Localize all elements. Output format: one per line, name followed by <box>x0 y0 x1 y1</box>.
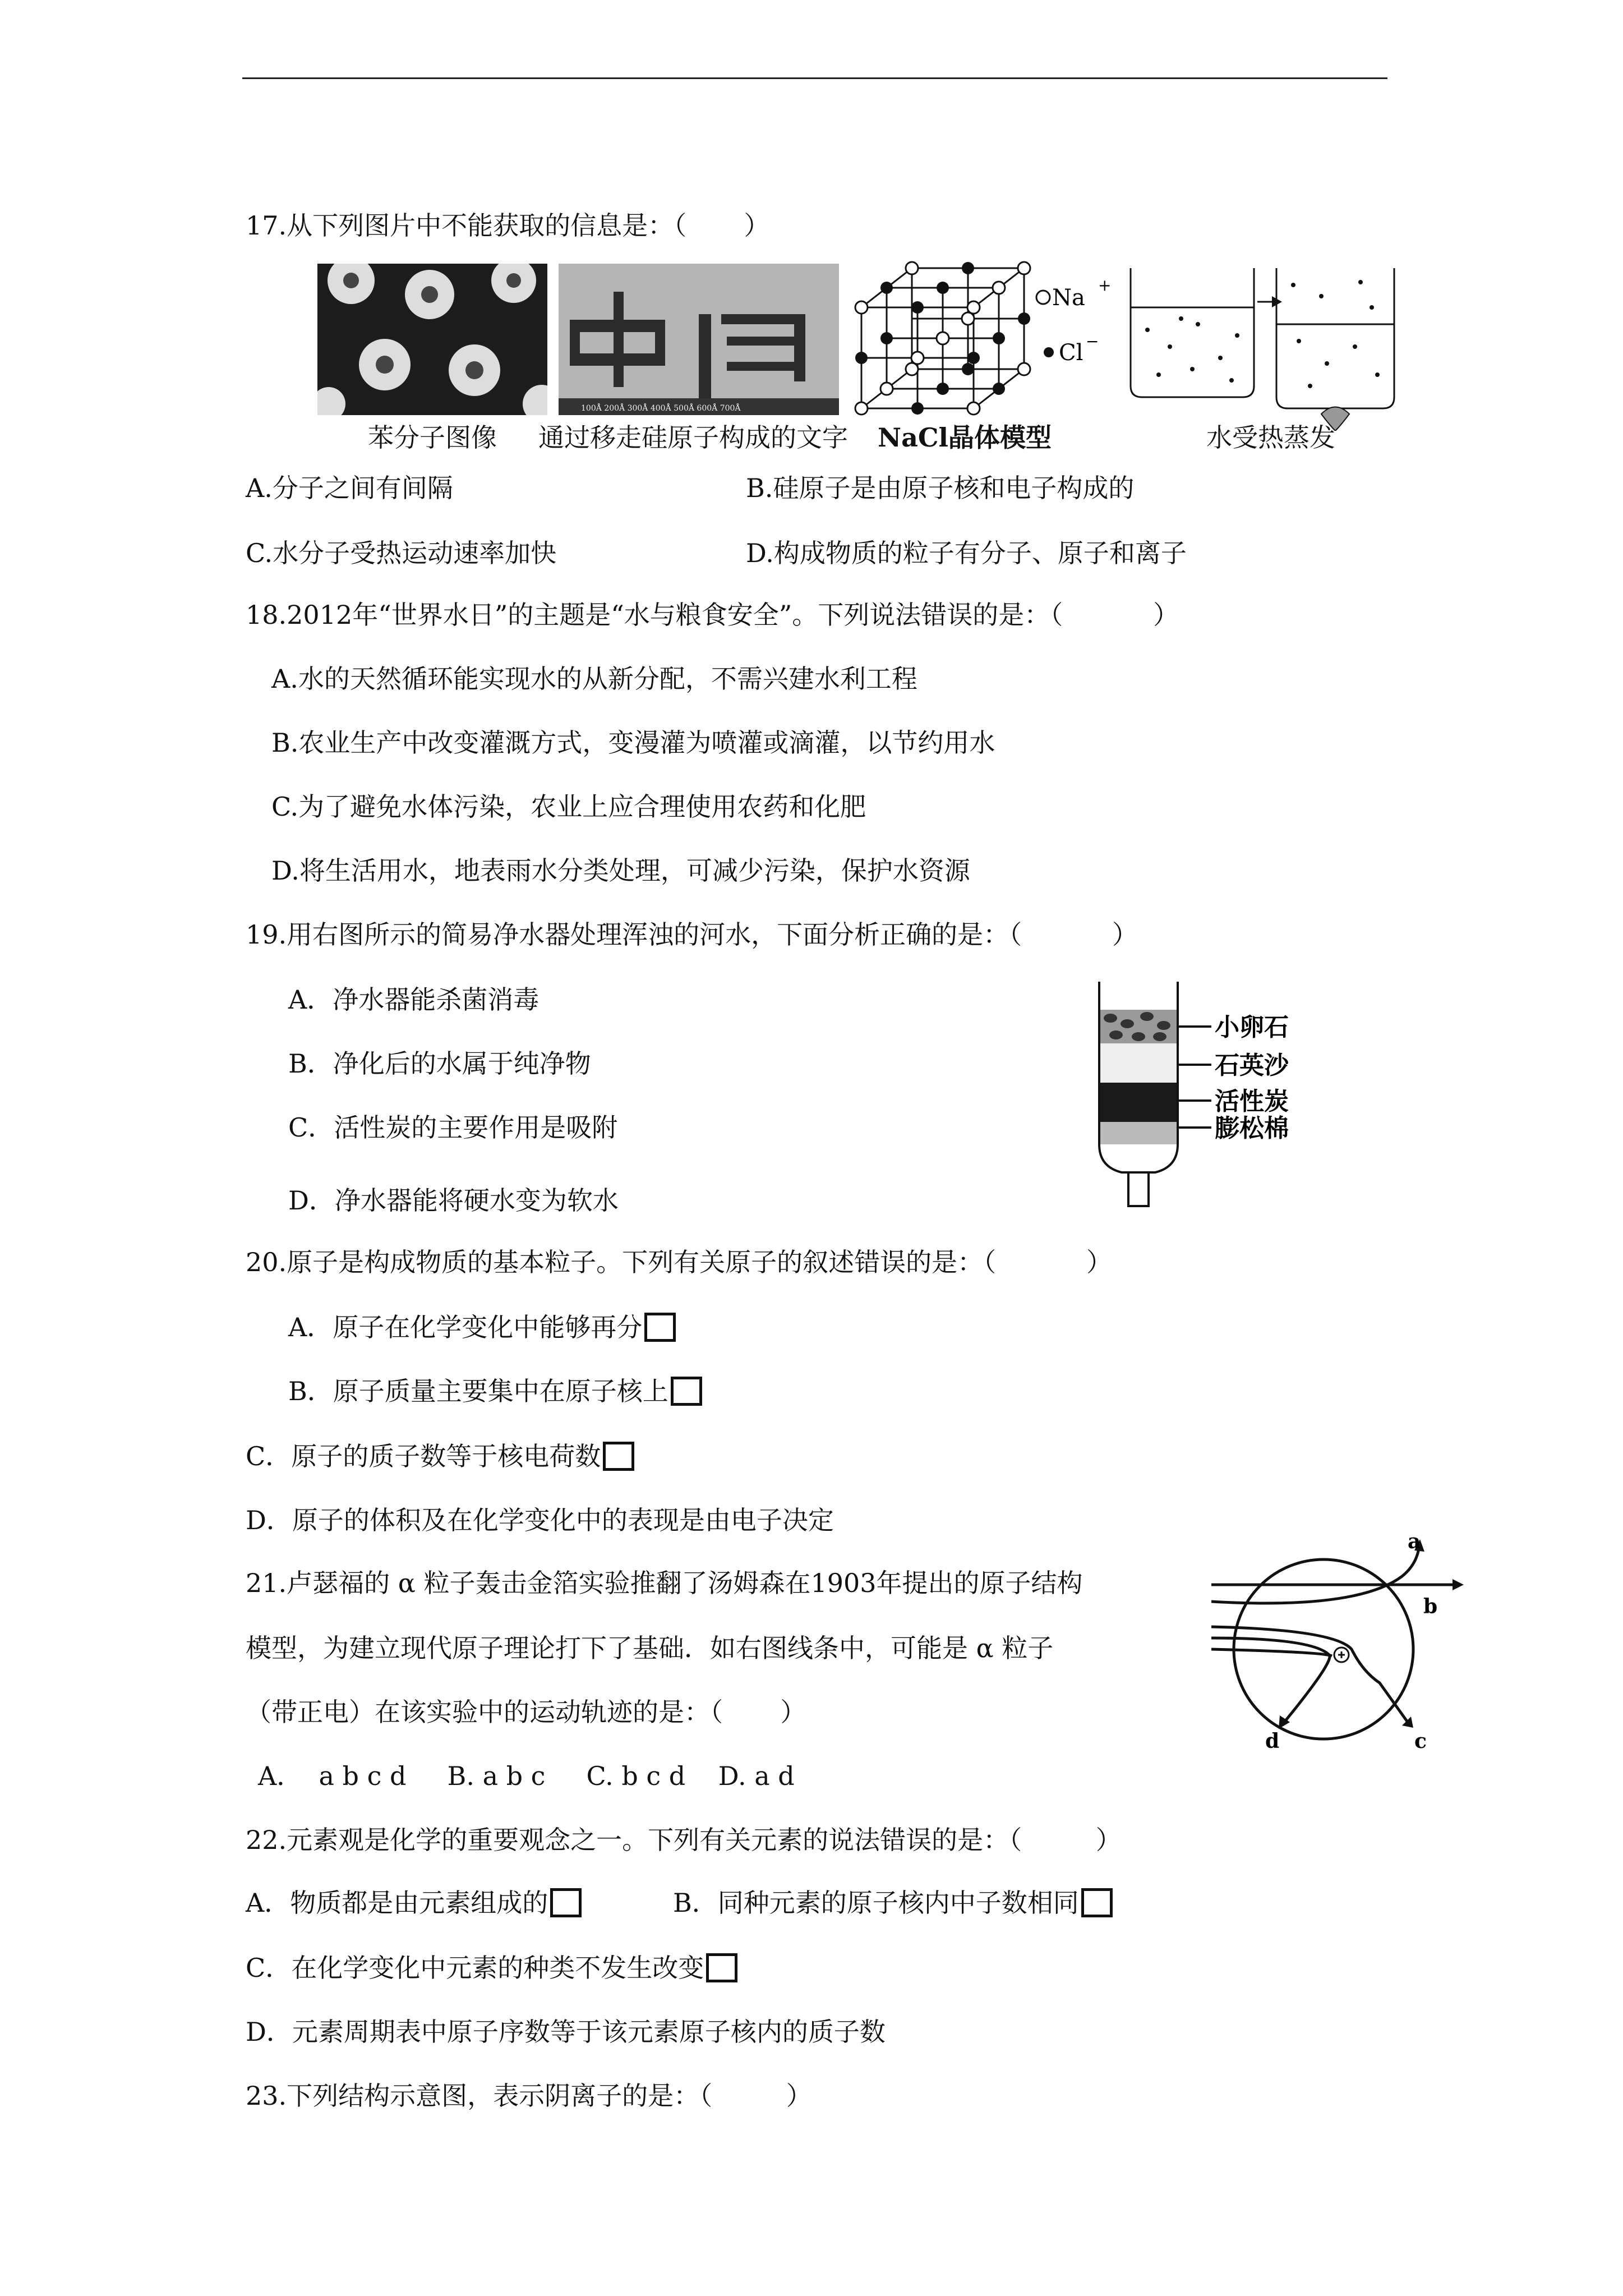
q20-option-a-row <box>288 1310 676 1344</box>
filter-label-carbon: 活性炭 <box>1215 1087 1289 1116</box>
header-rule <box>242 77 1387 79</box>
q19-option-b: B．净化后的水属于纯净物 <box>288 1048 591 1079</box>
q21-line3: （带正电）在该实验中的运动轨迹的是：（ ） <box>246 1697 806 1727</box>
answer-box <box>1081 1888 1113 1917</box>
q18-option-d: D.将生活用水，地表雨水分类处理，可减少污染，保护水资源 <box>271 855 970 886</box>
alpha-scattering-diagram <box>1211 1537 1469 1764</box>
caption-benzene: 苯分子图像 <box>368 422 497 453</box>
filter-label-cotton: 膨松棉 <box>1215 1114 1289 1143</box>
q20-option-c: C．原子的质子数等于核电荷数 <box>246 1441 601 1471</box>
q22-option-a-row <box>246 1886 582 1920</box>
answer-box <box>603 1442 634 1471</box>
water-filter-diagram <box>1094 976 1318 1236</box>
path-label-b: b <box>1423 1595 1438 1618</box>
nacl-crystal-model <box>850 257 1114 422</box>
path-label-a: a <box>1408 1537 1421 1553</box>
na-label: Na <box>1052 285 1085 311</box>
q19-option-a: A．净水器能杀菌消毒 <box>288 984 540 1015</box>
filter-label-sand: 石英沙 <box>1215 1051 1289 1080</box>
q21-line1: 21.卢瑟福的 α 粒子轰击金箔实验推翻了汤姆森在1903年提出的原子结构 <box>246 1568 1083 1598</box>
q20-option-d: D．原子的体积及在化学变化中的表现是由电子决定 <box>246 1505 834 1535</box>
answer-box <box>671 1377 702 1406</box>
cl-charge: − <box>1086 332 1099 351</box>
answer-box <box>644 1313 676 1342</box>
svg-text:100Å 200Å 300Å 400Å 500Å: 100Å 200Å 300Å 400Å 500Å 600Å 700Å <box>581 404 741 413</box>
q23-stem: 23.下列结构示意图，表示阴离子的是：（ ） <box>246 2081 812 2111</box>
q17-option-a: A.分子之间有间隔 <box>246 473 453 503</box>
q22-stem: 22.元素观是化学的重要观念之一。下列有关元素的说法错误的是：（ ） <box>246 1825 1122 1855</box>
q20-option-c-row <box>246 1439 634 1473</box>
q17-option-d: D.构成物质的粒子有分子、原子和离子 <box>746 538 1187 568</box>
q21-options: A． a b c d B. a b c C. b c d D. a d <box>258 1761 795 1791</box>
q19-stem: 19.用右图所示的简易净水器处理浑浊的河水，下面分析正确的是：（ ） <box>246 919 1138 950</box>
q22-option-b-row <box>673 1886 1113 1920</box>
caption-silicon: 通过移走硅原子构成的文字 <box>538 422 848 453</box>
cl-label: Cl <box>1059 340 1083 366</box>
q22-option-d: D．元素周期表中原子序数等于该元素原子核内的质子数 <box>246 2017 886 2047</box>
q22-option-c-row <box>246 1951 737 1985</box>
q21-line2: 模型，为建立现代原子理论打下了基础．如右图线条中，可能是 α 粒子 <box>246 1633 1054 1663</box>
q17-option-c: C.水分子受热运动速率加快 <box>246 538 557 568</box>
q18-stem: 18.2012年“世界水日”的主题是“水与粮食安全”。下列说法错误的是：（ ） <box>246 600 1179 630</box>
evaporation-beakers <box>1125 263 1400 433</box>
caption-evaporation: 水受热蒸发 <box>1206 422 1335 453</box>
q18-option-c: C.为了避免水体污染，农业上应合理使用农药和化肥 <box>271 792 866 822</box>
q19-option-c: C．活性炭的主要作用是吸附 <box>288 1112 618 1143</box>
q20-option-b: B．原子质量主要集中在原子核上 <box>288 1376 668 1406</box>
q17-option-b: B.硅原子是由原子核和电子构成的 <box>746 473 1135 503</box>
answer-box <box>706 1953 737 1982</box>
filter-label-pebbles: 小卵石 <box>1215 1013 1289 1042</box>
benzene-image <box>317 264 547 417</box>
q20-option-a: A．原子在化学变化中能够再分 <box>288 1312 643 1342</box>
q18-option-a: A.水的天然循环能实现水的从新分配，不需兴建水利工程 <box>271 664 917 694</box>
q22-option-a: A．物质都是由元素组成的 <box>246 1888 548 1918</box>
path-label-d: d <box>1265 1729 1280 1753</box>
caption-nacl: NaCl晶体模型 <box>878 422 1052 453</box>
answer-box <box>550 1888 582 1917</box>
q22-option-b: B．同种元素的原子核内中子数相同 <box>673 1888 1079 1918</box>
na-charge: + <box>1098 276 1112 295</box>
q18-option-b: B.农业生产中改变灌溉方式，变漫灌为喷灌或滴灌，以节约用水 <box>271 728 995 758</box>
q20-option-b-row <box>288 1374 702 1408</box>
q19-option-d: D．净水器能将硬水变为软水 <box>288 1185 619 1216</box>
q22-option-c: C．在化学变化中元素的种类不发生改变 <box>246 1953 704 1983</box>
q20-stem: 20.原子是构成物质的基本粒子。下列有关原子的叙述错误的是：（ ） <box>246 1247 1112 1277</box>
silicon-text-image <box>559 264 839 417</box>
q17-stem: 17.从下列图片中不能获取的信息是：（ ） <box>246 210 770 241</box>
path-label-c: c <box>1414 1729 1427 1753</box>
